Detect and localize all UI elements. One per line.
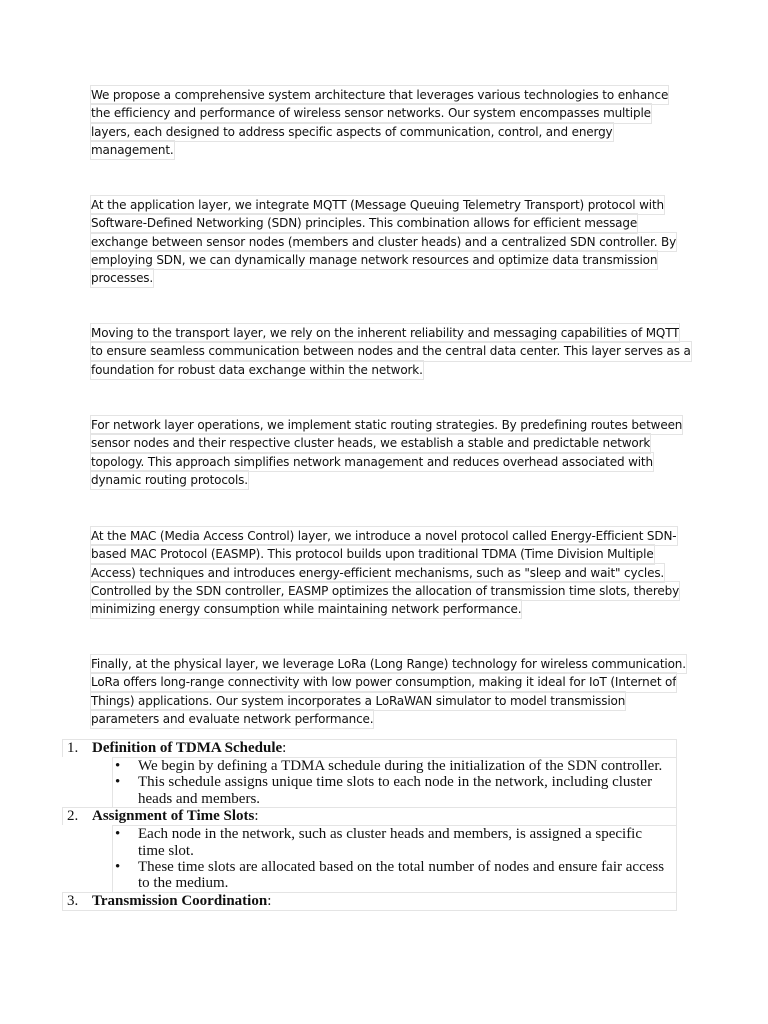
paragraph-overview xyxy=(91,86,681,159)
bullet-icon: • xyxy=(115,758,121,774)
paragraph-application-layer xyxy=(91,196,681,287)
text-line: Access) techniques and introduces energy-efficient mechanisms, such as "sleep and wait" cycles. xyxy=(91,564,664,582)
text-line: employing SDN, we can dynamically manage network resources and optimize data transmission xyxy=(91,251,657,269)
list-number: 2. xyxy=(67,808,79,825)
text-line: to ensure seamless communication between nodes and the central data center. This layer serves as a xyxy=(91,342,691,360)
list-item xyxy=(113,774,676,807)
paragraph-network-layer xyxy=(91,416,681,489)
text-line: exchange between sensor nodes (members and cluster heads) and a centralized SDN controller. By xyxy=(91,233,676,251)
text-line: minimizing energy consumption while maintaining network performance. xyxy=(91,600,521,618)
text-line: processes. xyxy=(91,269,153,287)
text-line: LoRa offers long-range connectivity with low power consumption, making it ideal for IoT (Internet of xyxy=(91,673,676,691)
text-line: Software-Defined Networking (SDN) principles. This combination allows for efficient message xyxy=(91,214,637,232)
list-title xyxy=(92,893,271,909)
text-line: Moving to the transport layer, we rely on the inherent reliability and messaging capabilities of MQTT xyxy=(91,324,679,342)
bullet-list xyxy=(112,825,677,892)
text-line: We propose a comprehensive system architecture that leverages various technologies to enhance xyxy=(91,86,668,104)
text-line: Things) applications. Our system incorporates a LoRaWAN simulator to model transmission xyxy=(91,692,625,710)
text-line: Finally, at the physical layer, we leverage LoRa (Long Range) technology for wireless communication. xyxy=(91,655,686,673)
list-title xyxy=(92,740,286,756)
list-title-bold: Assignment of Time Slots xyxy=(92,808,255,825)
bullet-icon: • xyxy=(115,859,121,876)
bullet-icon: • xyxy=(115,774,121,791)
list-title xyxy=(92,808,259,824)
text-line: At the MAC (Media Access Control) layer, we introduce a novel protocol called Energy-Efficient SDN- xyxy=(91,527,677,545)
paragraph-mac-layer xyxy=(91,527,681,618)
bullet-text: This schedule assigns unique time slots to each node in the network, including cluster heads and members. xyxy=(138,774,653,807)
list-item xyxy=(113,826,676,859)
bullet-text: Each node in the network, such as cluster heads and members, is assigned a specific time slot. xyxy=(138,826,643,859)
list-title-bold: Definition of TDMA Schedule xyxy=(92,740,283,756)
text-line: management. xyxy=(91,141,174,159)
list-item xyxy=(113,758,676,774)
bullet-icon: • xyxy=(115,826,121,843)
numbered-list xyxy=(62,739,677,911)
text-line: the efficiency and performance of wireless sensor networks. Our system encompasses multiple xyxy=(91,104,651,122)
list-title-bold: Transmission Coordination xyxy=(92,892,268,909)
list-title-suffix: : xyxy=(267,892,272,909)
text-line: foundation for robust data exchange within the network. xyxy=(91,361,423,379)
list-title-suffix: : xyxy=(254,808,259,825)
text-line: At the application layer, we integrate MQTT (Message Queuing Telemetry Transport) protocol with xyxy=(91,196,664,214)
text-line: layers, each designed to address specific aspects of communication, control, and energy xyxy=(91,123,613,141)
paragraph-physical-layer xyxy=(91,655,686,728)
paragraph-transport-layer xyxy=(91,324,691,379)
text-line: topology. This approach simplifies network management and reduces overhead associated with xyxy=(91,453,653,471)
text-line: based MAC Protocol (EASMP). This protocol builds upon traditional TDMA (Time Division Multiple xyxy=(91,545,654,563)
list-number: 3. xyxy=(67,892,79,909)
bullet-list xyxy=(112,757,677,807)
bullet-text: We begin by defining a TDMA schedule during the initialization of the SDN controller. xyxy=(138,758,663,774)
text-line: Controlled by the SDN controller, EASMP optimizes the allocation of transmission time slots, thereby xyxy=(91,582,679,600)
list-item-heading xyxy=(62,807,677,825)
text-line: dynamic routing protocols. xyxy=(91,471,248,489)
list-number: 1. xyxy=(67,740,79,756)
text-line: For network layer operations, we implement static routing strategies. By predefining routes between xyxy=(91,416,682,434)
list-item xyxy=(113,859,676,892)
text-line: sensor nodes and their respective cluster heads, we establish a stable and predictable network xyxy=(91,434,650,452)
bullet-text: These time slots are allocated based on the total number of nodes and ensure fair access to the medium. xyxy=(138,859,665,892)
list-item-heading xyxy=(62,739,677,757)
list-item-heading xyxy=(62,892,677,911)
text-line: parameters and evaluate network performance. xyxy=(91,710,373,728)
list-title-suffix: : xyxy=(282,740,287,756)
